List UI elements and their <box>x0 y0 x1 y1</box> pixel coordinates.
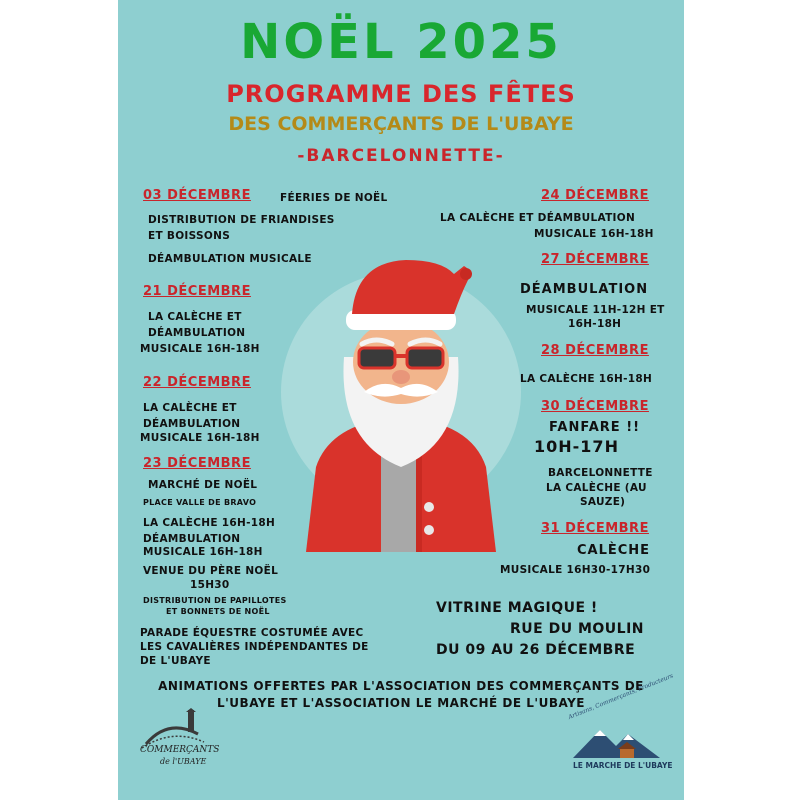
event-line: FANFARE !! <box>549 420 641 435</box>
date-31-dec: 31 DÉCEMBRE <box>541 521 649 536</box>
event-line: 10H-17H <box>534 437 619 456</box>
event-line: MUSICALE 16H-18H <box>140 432 260 444</box>
event-line: 16H-18H <box>568 318 622 330</box>
glasses-left <box>359 348 395 368</box>
event-line: MUSICALE 16H-18H <box>140 343 260 355</box>
vitrine-dates: DU 09 AU 26 DÉCEMBRE <box>436 642 636 658</box>
event-line: LA CALÈCHE ET <box>148 311 242 323</box>
event-line: DÉAMBULATION <box>143 533 241 545</box>
date-03-dec: 03 DÉCEMBRE <box>143 188 251 203</box>
event-line: ET BOISSONS <box>148 230 231 242</box>
commercants-logo-subtext: de l'UBAYE <box>160 757 207 766</box>
event-line: DÉAMBULATION MUSICALE <box>148 253 312 265</box>
page-title: NOËL 2025 <box>240 14 562 70</box>
event-line: DE L'UBAYE <box>140 655 211 667</box>
event-line: DISTRIBUTION DE FRIANDISES <box>148 214 335 226</box>
event-line: 15H30 <box>190 579 230 591</box>
marche-logo <box>568 718 668 766</box>
date-30-dec: 30 DÉCEMBRE <box>541 399 649 414</box>
town-name: -BARCELONNETTE- <box>297 146 505 166</box>
date-24-dec: 24 DÉCEMBRE <box>541 188 649 203</box>
event-line: PARADE ÉQUESTRE COSTUMÉE AVEC <box>140 627 364 639</box>
santa-nose <box>392 370 410 384</box>
event-line: DISTRIBUTION DE PAPILLOTES <box>143 596 287 605</box>
date-28-dec: 28 DÉCEMBRE <box>541 343 649 358</box>
event-line: DÉAMBULATION <box>143 418 241 430</box>
event-line: LA CALÈCHE 16H-18H <box>143 517 276 529</box>
event-line: MARCHÉ DE NOËL <box>148 479 258 491</box>
event-line: MUSICALE 11H-12H ET <box>526 304 665 316</box>
event-line: MUSICALE 16H-18H <box>143 546 263 558</box>
event-line: VENUE DU PÈRE NOËL <box>143 565 279 577</box>
event-line: LA CALÈCHE (AU <box>546 482 647 494</box>
vitrine-street: RUE DU MOULIN <box>510 621 644 637</box>
vitrine-title: VITRINE MAGIQUE ! <box>436 600 598 616</box>
footer-line-2: L'UBAYE ET L'ASSOCIATION LE MARCHÉ DE L'UBAYE <box>216 696 585 710</box>
santa-illustration <box>276 252 526 552</box>
event-line: PLACE VALLE DE BRAVO <box>143 498 257 507</box>
chalet-icon <box>620 748 634 758</box>
subtitle: PROGRAMME DES FÊTES <box>226 80 576 108</box>
event-line: ET BONNETS DE NOËL <box>166 607 270 616</box>
event-line: LA CALÈCHE ET DÉAMBULATION <box>440 212 636 224</box>
coat-button <box>424 502 434 512</box>
date-22-dec: 22 DÉCEMBRE <box>143 375 251 390</box>
event-line: CALÈCHE <box>577 543 651 558</box>
event-line: DÉAMBULATION <box>520 282 649 297</box>
date-27-dec: 27 DÉCEMBRE <box>541 252 649 267</box>
footer-line-1: ANIMATIONS OFFERTES PAR L'ASSOCIATION DES COMMERÇANTS DE <box>158 679 644 693</box>
event-line: MUSICALE 16H30-17H30 <box>500 564 651 576</box>
date-23-dec: 23 DÉCEMBRE <box>143 456 251 471</box>
event-line: LA CALÈCHE ET <box>143 402 237 414</box>
event-line: SAUZE) <box>580 496 626 508</box>
event-line: LA CALÈCHE 16H-18H <box>520 373 653 385</box>
marche-logo-text: LE MARCHE DE L'UBAYE <box>573 761 673 770</box>
marche-logo-arc-text: Artisans, Commerçants, Producteurs <box>567 672 675 721</box>
coat-button <box>424 525 434 535</box>
event-line: DÉAMBULATION <box>148 327 246 339</box>
mountain-icon <box>573 730 660 758</box>
event-line: MUSICALE 16H-18H <box>534 228 654 240</box>
event-line: BARCELONNETTE <box>548 467 653 479</box>
poster <box>118 0 684 800</box>
event-title: FÉERIES DE NOËL <box>280 192 388 204</box>
glasses-right <box>407 348 443 368</box>
commercants-logo-text: COMMERÇANTS <box>140 745 220 755</box>
subtitle-organizers: DES COMMERÇANTS DE L'UBAYE <box>228 113 574 135</box>
santa-hat <box>352 260 469 314</box>
date-21-dec: 21 DÉCEMBRE <box>143 284 251 299</box>
event-line: LES CAVALIÈRES INDÉPENDANTES DE <box>140 641 369 653</box>
